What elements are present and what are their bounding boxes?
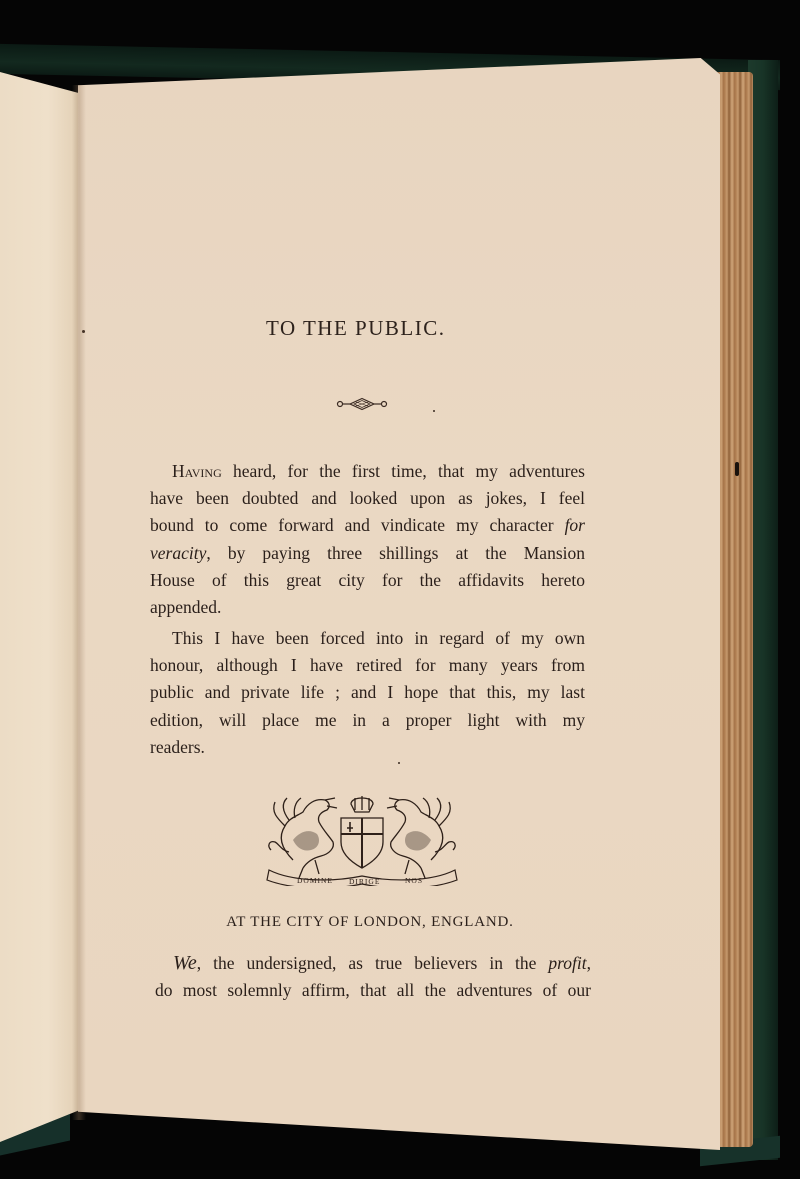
left-page [0,72,80,1142]
paper-speck [398,762,400,764]
diamond-filigree-ornament-icon [336,397,388,411]
text-line: This I have been forced into in regard of my own [172,628,585,648]
text-line: do most solemnly affirm, that all the adventures of our [155,980,591,1001]
page-title: TO THE PUBLIC. [266,316,446,340]
punctuation: , [586,953,591,973]
text-line: heard, for the first time, that my adventures [221,461,585,481]
text-line: edition, will place me in a proper light with my [150,709,585,730]
lead-word-smallcaps: Having [172,461,222,481]
text-line: readers. [150,736,205,757]
page-edge-nick [735,462,739,476]
text-line: honour, although I have retired for many years from [150,655,585,676]
text-line: bound to come forward and vindicate my character [150,515,565,536]
motto-word: NOS [405,876,424,885]
text-line: House of this great city for the affidavits hereto [150,569,585,590]
section-heading-city-of-london: AT THE CITY OF LONDON, ENGLAND. [226,914,514,930]
text-line: have been doubted and looked upon as jokes, I feel [150,488,585,509]
text-line: appended. [150,597,222,618]
italic-word: for [564,515,585,536]
paragraph-having-heard [150,458,585,621]
text-line: public and private life ; and I hope that this, my last [150,682,585,703]
paragraph-affidavit [155,950,591,1004]
paper-speck [433,410,435,412]
italic-word: profit [548,953,587,973]
city-of-london-crest-icon [263,790,461,886]
italic-word: We [173,952,197,974]
motto-word: DOMINE [297,876,333,885]
italic-word: veracity [150,542,207,563]
text-line: , by paying three shillings at the Mansion [206,542,585,563]
text-line: , the undersigned, as true believers in the [196,953,549,973]
book-gutter [72,85,86,1120]
paragraph-forced-into [150,625,585,761]
motto-word: DIRIGE [349,877,381,886]
